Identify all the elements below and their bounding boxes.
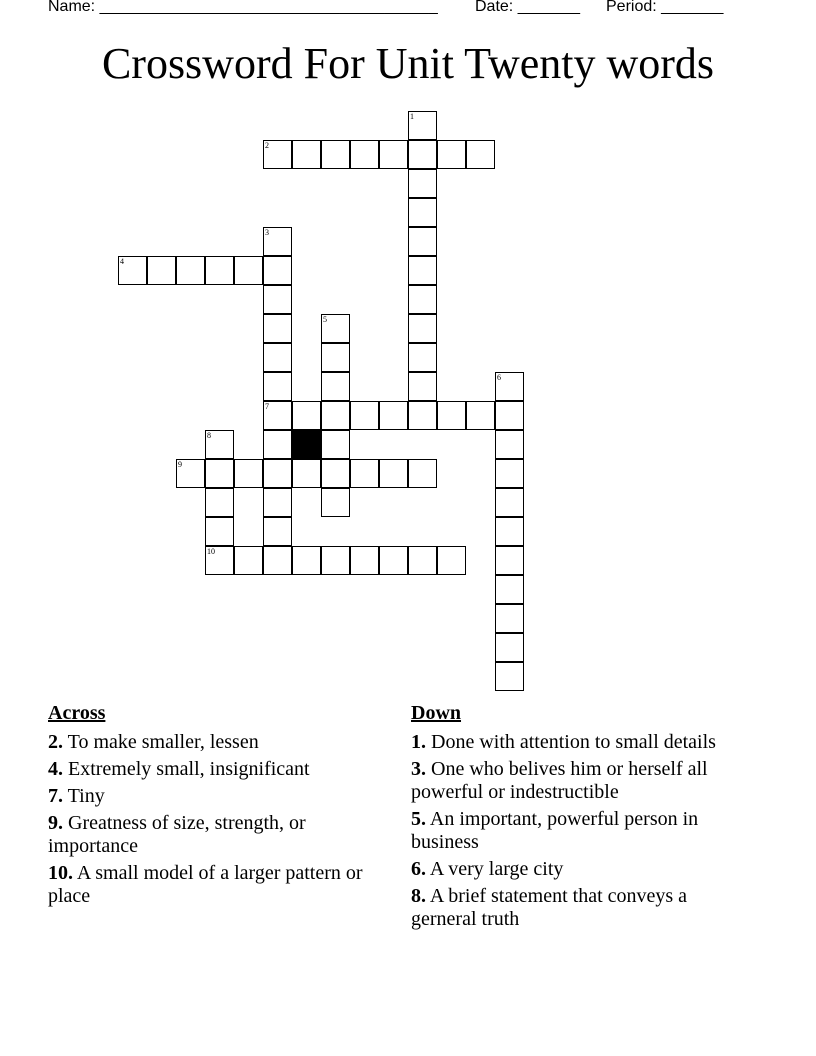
grid-cell[interactable] (263, 343, 292, 372)
grid-cell[interactable] (263, 546, 292, 575)
grid-cell[interactable] (321, 140, 350, 169)
grid-cell[interactable] (350, 459, 379, 488)
grid-cell[interactable] (350, 546, 379, 575)
clue-text: Greatness of size, strength, or importance (48, 812, 306, 857)
clue-text: A brief statement that conveys a gerneral truth (411, 885, 688, 930)
blocked-cell (292, 430, 321, 459)
clue-number-label: 4. (48, 758, 63, 780)
grid-cell[interactable] (205, 488, 234, 517)
grid-cell[interactable] (466, 401, 495, 430)
grid-cell[interactable] (321, 343, 350, 372)
down-clue (411, 858, 741, 881)
clue-number: 2 (265, 141, 269, 150)
clue-text: Extremely small, insignificant (63, 758, 310, 780)
grid-cell[interactable] (495, 430, 524, 459)
down-clue (411, 808, 741, 854)
grid-cell[interactable] (350, 401, 379, 430)
across-clues (48, 702, 378, 912)
grid-cell[interactable] (176, 459, 205, 488)
grid-cell[interactable] (263, 256, 292, 285)
clue-number-label: 2. (48, 731, 63, 753)
grid-cell[interactable] (118, 256, 147, 285)
grid-cell[interactable] (379, 401, 408, 430)
grid-cell[interactable] (495, 401, 524, 430)
grid-cell[interactable] (321, 459, 350, 488)
grid-cell[interactable] (408, 372, 437, 401)
grid-cell[interactable] (205, 459, 234, 488)
clue-number-label: 3. (411, 758, 426, 780)
grid-cell[interactable] (495, 488, 524, 517)
clue-text: Done with attention to small details (426, 731, 716, 753)
grid-cell[interactable] (321, 546, 350, 575)
grid-cell[interactable] (408, 227, 437, 256)
grid-cell[interactable] (263, 314, 292, 343)
grid-cell[interactable] (321, 372, 350, 401)
grid-cell[interactable] (379, 546, 408, 575)
clue-number: 5 (323, 315, 327, 324)
clue-text: A very large city (426, 858, 564, 880)
down-clues (411, 702, 741, 935)
down-clue (411, 758, 741, 804)
grid-cell[interactable] (205, 546, 234, 575)
grid-cell[interactable] (495, 517, 524, 546)
grid-cell[interactable] (495, 633, 524, 662)
grid-cell[interactable] (495, 546, 524, 575)
across-clue (48, 862, 378, 908)
grid-cell[interactable] (495, 604, 524, 633)
grid-cell[interactable] (205, 430, 234, 459)
grid-cell[interactable] (292, 546, 321, 575)
grid-cell[interactable] (408, 401, 437, 430)
down-heading: Down (411, 702, 462, 724)
grid-cell[interactable] (147, 256, 176, 285)
grid-cell[interactable] (263, 285, 292, 314)
grid-cell[interactable] (495, 459, 524, 488)
clue-number-label: 1. (411, 731, 426, 753)
down-clue (411, 885, 741, 931)
grid-cell[interactable] (321, 430, 350, 459)
across-clue (48, 758, 378, 781)
grid-cell[interactable] (408, 459, 437, 488)
grid-cell[interactable] (263, 488, 292, 517)
grid-cell[interactable] (263, 227, 292, 256)
clue-text: To make smaller, lessen (63, 731, 259, 753)
grid-cell[interactable] (263, 140, 292, 169)
date-field-label[interactable]: Date: _______ (475, 0, 580, 15)
grid-cell[interactable] (234, 256, 263, 285)
grid-cell[interactable] (234, 546, 263, 575)
page-title: Crossword For Unit Twenty words (101, 39, 715, 88)
grid-cell[interactable] (408, 285, 437, 314)
clue-number-label: 8. (411, 885, 426, 907)
grid-cell[interactable] (495, 372, 524, 401)
clue-number-label: 10. (48, 862, 73, 884)
across-clue (48, 731, 378, 754)
grid-cell[interactable] (350, 140, 379, 169)
period-field-label[interactable]: Period: _______ (606, 0, 724, 15)
grid-cell[interactable] (408, 111, 437, 140)
clue-number: 6 (497, 373, 501, 382)
clue-text: One who belives him or herself all powerful or indestructible (411, 758, 708, 803)
clue-number: 4 (120, 257, 124, 266)
grid-cell[interactable] (437, 401, 466, 430)
clue-text: A small model of a larger pattern or place (48, 862, 363, 907)
grid-cell[interactable] (205, 256, 234, 285)
clue-number-label: 5. (411, 808, 426, 830)
grid-cell[interactable] (437, 546, 466, 575)
clue-text: Tiny (63, 785, 105, 807)
grid-cell[interactable] (205, 517, 234, 546)
clue-number: 1 (410, 112, 414, 121)
grid-cell[interactable] (263, 372, 292, 401)
grid-cell[interactable] (408, 169, 437, 198)
grid-cell[interactable] (263, 430, 292, 459)
across-clue (48, 785, 378, 808)
grid-cell[interactable] (495, 662, 524, 691)
grid-cell[interactable] (437, 140, 466, 169)
grid-cell[interactable] (292, 140, 321, 169)
grid-cell[interactable] (408, 256, 437, 285)
grid-cell[interactable] (408, 140, 437, 169)
clue-number: 9 (178, 460, 182, 469)
grid-cell[interactable] (263, 459, 292, 488)
grid-cell[interactable] (321, 314, 350, 343)
across-clue (48, 812, 378, 858)
clue-number-label: 9. (48, 812, 63, 834)
grid-cell[interactable] (379, 140, 408, 169)
grid-cell[interactable] (408, 314, 437, 343)
clue-number-label: 7. (48, 785, 63, 807)
grid-cell[interactable] (408, 343, 437, 372)
grid-cell[interactable] (176, 256, 205, 285)
grid-cell[interactable] (321, 488, 350, 517)
grid-cell[interactable] (292, 459, 321, 488)
grid-cell[interactable] (321, 401, 350, 430)
across-heading: Across (48, 702, 106, 724)
clue-number: 8 (207, 431, 211, 440)
grid-cell[interactable] (263, 401, 292, 430)
grid-cell[interactable] (466, 140, 495, 169)
clue-number: 7 (265, 402, 269, 411)
name-field-label[interactable]: Name: ______________________________________ (48, 0, 438, 15)
grid-cell[interactable] (292, 401, 321, 430)
grid-cell[interactable] (263, 517, 292, 546)
grid-cell[interactable] (408, 198, 437, 227)
clue-number: 10 (207, 547, 215, 556)
grid-cell[interactable] (408, 546, 437, 575)
clue-number-label: 6. (411, 858, 426, 880)
down-clue (411, 731, 741, 754)
grid-cell[interactable] (379, 459, 408, 488)
clue-number: 3 (265, 228, 269, 237)
clue-text: An important, powerful person in business (411, 808, 699, 853)
grid-cell[interactable] (495, 575, 524, 604)
grid-cell[interactable] (234, 459, 263, 488)
